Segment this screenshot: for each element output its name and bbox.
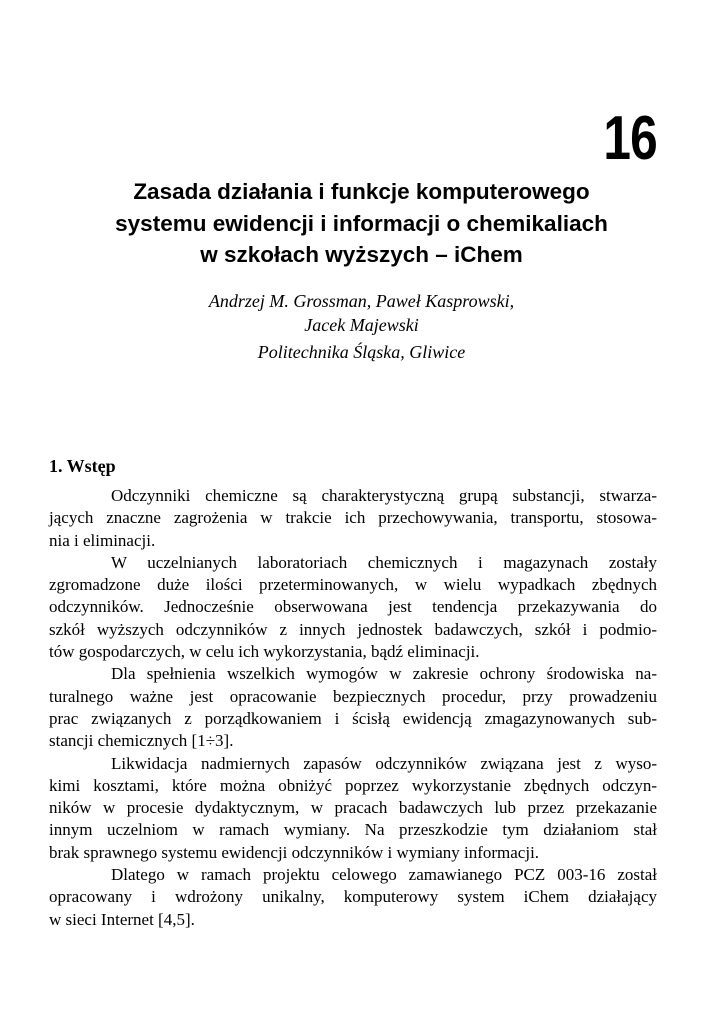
text-line: Odczynniki chemiczne są charakterystyczną grupą substancji, stwarza- [111, 486, 657, 505]
authors-line: Jacek Majewski [304, 314, 419, 335]
text-line: jących znaczne zagrożenia w trakcie ich przechowywania, transportu, stosowa- [49, 508, 657, 528]
text-line: stancji chemicznych [1÷3]. [49, 731, 234, 751]
text-line: W uczelnianych laboratoriach chemicznych i magazynach zostały [111, 552, 657, 572]
text-line: ników w procesie dydaktycznym, w pracach badawczych lub przez przekazanie [49, 798, 657, 818]
section-heading: 1. Wstęp [49, 456, 116, 476]
text-line: Dla spełnienia wszelkich wymogów w zakresie ochrony środowiska na- [111, 664, 657, 684]
chapter-number: 16 [603, 104, 657, 173]
title-line: Zasada działania i funkcje komputerowego [133, 179, 590, 204]
text-line: kimi kosztami, które można obniżyć poprzez wykorzystanie zbędnych odczyn- [49, 775, 657, 795]
text-line: odczynników. Jednocześnie obserwowana jest tendencja przekazywania do [49, 597, 657, 617]
text-line: zgromadzone duże ilości przeterminowanych, w wielu wypadkach zbędnych [49, 575, 657, 595]
text-line: Likwidacja nadmiernych zapasów odczynników związana jest z wyso- [111, 753, 657, 773]
chapter-title [40, 176, 683, 271]
text-line: turalnego ważne jest opracowanie bezpiecznych procedur, przy prowadzeniu [49, 686, 657, 706]
text-line: innym uczelniom w ramach wymiany. Na przeszkodzie tym działaniom stał [49, 820, 657, 840]
text-line: szkół wyższych odczynników z innych jednostek badawczych, szkół i podmio- [49, 619, 657, 639]
text-line: Dlatego w ramach projektu celowego zamawianego PCZ 003-16 został [111, 865, 657, 885]
title-line: systemu ewidencji i informacji o chemikaliach [115, 210, 608, 236]
text-line: nia i eliminacji. [49, 530, 156, 550]
text-line: tów gospodarczych, w celu ich wykorzystania, bądź eliminacji. [49, 642, 480, 662]
text-line: brak sprawnego systemu ewidencji odczynników i wymiany informacji. [49, 842, 540, 862]
text-line: opracowany i wdrożony unikalny, komputerowy system iChem działający [49, 887, 657, 907]
section-body [49, 485, 657, 931]
text-line: prac związanych z porządkowaniem i ścisłą ewidencją zmagazynowanych sub- [49, 708, 657, 728]
authors-block [40, 290, 683, 365]
text-line: w sieci Internet [4,5]. [49, 909, 195, 929]
authors-line: Andrzej M. Grossman, Paweł Kasprowski, [208, 291, 515, 311]
affiliation: Politechnika Śląska, Gliwice [257, 342, 466, 362]
title-line: w szkołach wyższych – iChem [200, 242, 523, 267]
